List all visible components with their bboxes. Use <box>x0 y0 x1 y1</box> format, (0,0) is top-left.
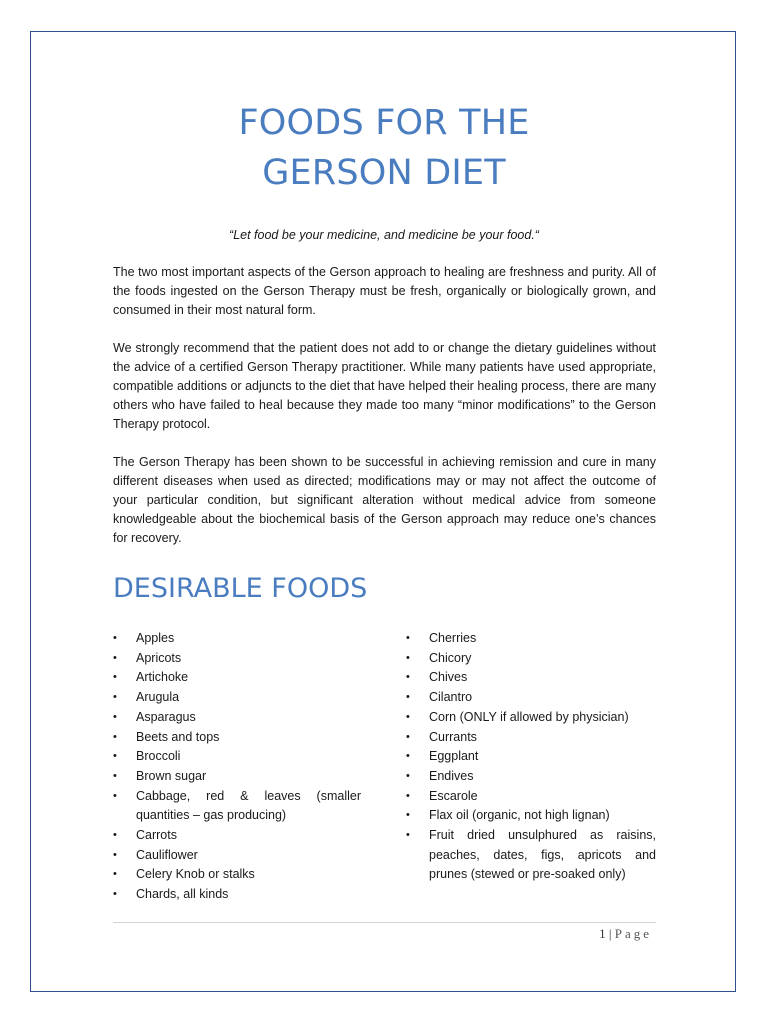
bullet-icon: • <box>113 829 117 842</box>
bullet-icon: • <box>113 632 117 644</box>
food-item <box>406 806 656 826</box>
bullet-icon: • <box>113 730 117 743</box>
food-item <box>406 629 656 649</box>
food-item-label: Celery Knob or stalks <box>136 867 255 882</box>
title-line-2: GERSON DIET <box>262 153 506 193</box>
food-item <box>113 767 361 787</box>
food-item-label: Beets and tops <box>136 729 220 744</box>
food-list-right <box>406 629 656 885</box>
food-item <box>113 668 361 688</box>
section-heading-desirable-foods: DESIRABLE FOODS <box>113 573 368 604</box>
food-item-label: Endives <box>429 768 474 783</box>
bullet-icon: • <box>113 691 117 704</box>
paragraph-freshness: The two most important aspects of the Gerson approach to healing are freshness and purity. All of the foods ingested on the Gerson Therapy must be fresh, organically or biologically grown, and consumed in their most natural form. <box>113 265 656 317</box>
food-item-label: Eggplant <box>429 749 479 764</box>
food-item <box>113 865 361 885</box>
food-item <box>113 688 361 708</box>
food-item-label: Cabbage, red & leaves (smaller quantities – gas producing) <box>136 788 361 823</box>
bullet-icon: • <box>113 750 117 763</box>
food-item-label: Cherries <box>429 631 477 645</box>
bullet-icon: • <box>406 750 410 763</box>
bullet-icon: • <box>113 848 117 861</box>
food-item <box>406 787 656 807</box>
bullet-icon: • <box>113 651 117 664</box>
food-item <box>406 708 656 728</box>
food-item-label: Cilantro <box>429 690 473 705</box>
food-item-label: Corn (ONLY if allowed by physician) <box>429 709 629 724</box>
food-item-label: Fruit dried unsulphured as raisins, peaches, dates, figs, apricots and prunes (stewed or pre-soaked only) <box>429 828 656 882</box>
food-item-label: Arugula <box>136 690 180 705</box>
document-title <box>0 98 768 198</box>
bullet-icon: • <box>406 730 410 743</box>
bullet-icon: • <box>406 671 410 684</box>
food-item <box>113 649 361 669</box>
food-item <box>406 688 656 708</box>
food-item-label: Asparagus <box>136 709 196 724</box>
food-item-label: Chives <box>429 670 468 685</box>
bullet-icon: • <box>113 710 117 723</box>
bullet-icon: • <box>406 829 410 842</box>
food-item-label: Chicory <box>429 650 472 665</box>
footer-divider <box>113 922 656 923</box>
food-item <box>113 728 361 748</box>
bullet-icon: • <box>406 710 410 723</box>
food-item <box>113 708 361 728</box>
paragraph-success: The Gerson Therapy has been shown to be successful in achieving remission and cure in many different diseases when used as directed; modifications may or may not affect the outcome of your particular condition, but significant alteration without medical advice from someone knowledgeable about the biochemical basis of the Gerson approach may reduce one’s chances for recovery. <box>113 455 656 545</box>
bullet-icon: • <box>406 651 410 664</box>
food-item-label: Escarole <box>429 788 478 803</box>
food-item <box>113 826 361 846</box>
food-item <box>113 885 361 905</box>
bullet-icon: • <box>406 769 410 782</box>
bullet-icon: • <box>113 769 117 782</box>
page-label: Page <box>614 926 652 941</box>
food-item-label: Carrots <box>136 828 177 843</box>
food-item <box>406 747 656 767</box>
food-item-label: Cauliflower <box>136 847 198 862</box>
food-item-label: Apples <box>136 631 175 645</box>
bullet-icon: • <box>113 888 117 901</box>
epigraph-quote: “Let food be your medicine, and medicine be your food.“ <box>229 228 539 242</box>
food-item <box>113 629 361 649</box>
food-item-label: Broccoli <box>136 749 181 764</box>
page-number: 1 <box>599 926 606 941</box>
food-item-label: Brown sugar <box>136 768 207 783</box>
bullet-icon: • <box>406 632 410 644</box>
food-item <box>406 826 656 885</box>
bullet-icon: • <box>113 671 117 684</box>
food-item-label: Currants <box>429 729 477 744</box>
page-footer <box>599 925 652 943</box>
paragraph-recommendation: We strongly recommend that the patient does not add to or change the dietary guidelines without the advice of a certified Gerson Therapy practitioner. While many patients have used appropriate, compatible additions or adjuncts to the diet that have helped their healing process, there are many others who have failed to heal because they made too many “minor modifications” to the Gerson Therapy protocol. <box>113 341 656 431</box>
food-item <box>113 747 361 767</box>
food-item-label: Apricots <box>136 650 182 665</box>
food-item <box>406 649 656 669</box>
food-list-left <box>113 629 361 905</box>
bullet-icon: • <box>406 789 410 802</box>
bullet-icon: • <box>113 868 117 881</box>
page-separator: | <box>605 926 615 941</box>
food-item <box>406 767 656 787</box>
food-item-label: Flax oil (organic, not high lignan) <box>429 808 610 823</box>
title-line-1: FOODS FOR THE <box>238 103 530 143</box>
bullet-icon: • <box>406 809 410 822</box>
bullet-icon: • <box>406 691 410 704</box>
food-item <box>406 668 656 688</box>
food-item-label: Artichoke <box>136 670 189 685</box>
food-item <box>113 787 361 826</box>
food-item-label: Chards, all kinds <box>136 887 229 902</box>
food-item <box>406 728 656 748</box>
bullet-icon: • <box>113 789 117 802</box>
food-item <box>113 846 361 866</box>
